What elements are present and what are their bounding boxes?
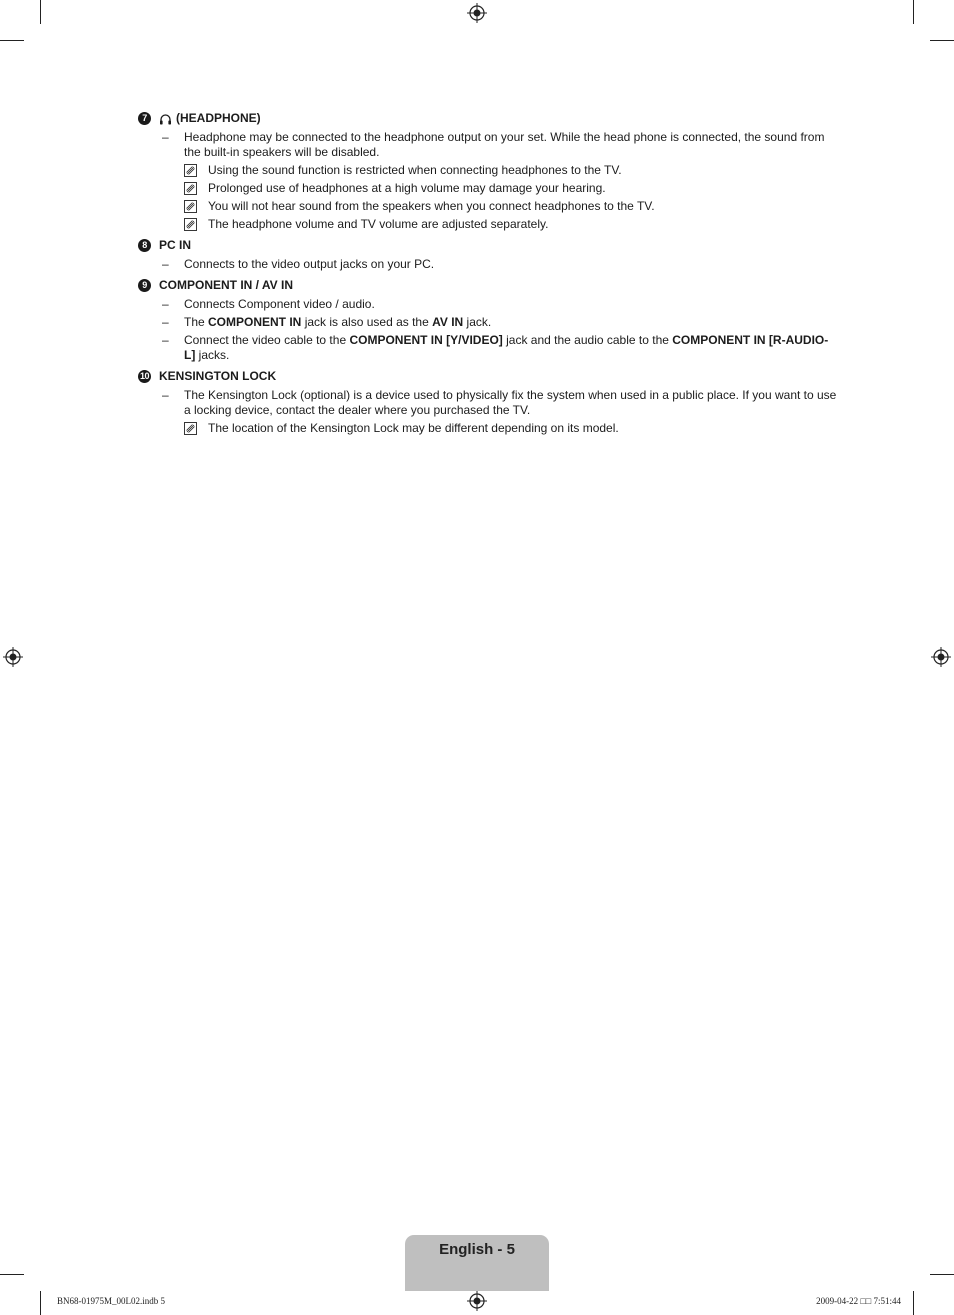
section-title: COMPONENT IN / AV IN	[159, 278, 294, 292]
crop-mark-top-left-v	[40, 0, 41, 24]
note-item	[138, 199, 838, 214]
note-icon	[184, 164, 197, 177]
item-text: Prolonged use of headphones at a high volume may damage your hearing.	[208, 181, 606, 195]
crop-mark-bottom-right-h	[930, 1274, 954, 1275]
item-text: Using the sound function is restricted when connecting headphones to the TV.	[208, 163, 622, 177]
item-text: The location of the Kensington Lock may be different depending on its model.	[208, 421, 619, 435]
item-text: The Kensington Lock (optional) is a device used to physically fix the system when used in a public place. If you want to use a locking device, contact the dealer where you purchased the TV.	[184, 388, 837, 417]
section-items	[138, 297, 838, 363]
section-items	[138, 130, 838, 232]
note-item	[138, 421, 838, 436]
crop-mark-bottom-left-v	[40, 1291, 41, 1315]
dash-bullet: –	[162, 130, 169, 144]
item-text: jacks.	[195, 348, 230, 362]
item-text: jack is also used as the	[301, 315, 433, 329]
crop-mark-bottom-left-h	[0, 1274, 24, 1275]
item-text: You will not hear sound from the speakers when you connect headphones to the TV.	[208, 199, 655, 213]
note-item	[138, 163, 838, 178]
bullet-item	[138, 257, 838, 272]
bullet-item	[138, 130, 838, 160]
item-text: Connects Component video / audio.	[184, 297, 375, 311]
note-icon	[184, 422, 197, 435]
bullet-item	[138, 333, 838, 363]
section-pc-in	[138, 237, 838, 272]
section-kensington-lock	[138, 368, 838, 436]
item-text: The headphone volume and TV volume are adjusted separately.	[208, 217, 549, 231]
bold-term: COMPONENT IN	[208, 315, 302, 329]
bold-term: COMPONENT IN [R-AUDIO-L]	[184, 333, 829, 362]
bullet-item	[138, 297, 838, 312]
section-items	[138, 257, 838, 272]
crop-mark-top-right-v	[913, 0, 914, 24]
registration-mark-icon	[3, 647, 23, 667]
dash-bullet: –	[162, 297, 169, 311]
item-text: The	[184, 315, 209, 329]
section-heading	[138, 237, 838, 254]
bold-term: AV IN	[432, 315, 464, 329]
section-heading	[138, 277, 838, 294]
note-item	[138, 217, 838, 232]
crop-mark-bottom-right-v	[913, 1291, 914, 1315]
section-number-badge: 7	[138, 112, 151, 125]
print-slug-left: BN68-01975M_00L02.indb 5	[57, 1296, 165, 1306]
dash-bullet: –	[162, 315, 169, 329]
section-title: (HEADPHONE)	[176, 111, 261, 125]
document-body	[138, 110, 838, 436]
section-items	[138, 388, 838, 436]
dash-bullet: –	[162, 333, 169, 347]
item-text: Connect the video cable to the	[184, 333, 350, 347]
dash-bullet: –	[162, 388, 169, 402]
section-heading	[138, 368, 838, 385]
item-text: jack.	[463, 315, 492, 329]
page-number-label: English - 5	[439, 1241, 515, 1258]
bullet-item	[138, 315, 838, 330]
crop-mark-top-right-h	[930, 40, 954, 41]
section-component-in	[138, 277, 838, 363]
item-text: Connects to the video output jacks on your PC.	[184, 257, 435, 271]
section-heading	[138, 110, 838, 127]
registration-mark-icon	[467, 1291, 487, 1311]
crop-mark-top-left-h	[0, 40, 24, 41]
section-number-badge: 10	[139, 371, 149, 381]
bullet-item	[138, 388, 838, 418]
note-icon	[184, 218, 197, 231]
item-text: Headphone may be connected to the headphone output on your set. While the head phone is connected, the sound from the built-in speakers will be disabled.	[184, 130, 825, 159]
registration-mark-icon	[467, 3, 487, 23]
print-slug-right: 2009-04-22 □□ 7:51:44	[816, 1296, 901, 1306]
dash-bullet: –	[162, 257, 169, 271]
section-number-badge: 8	[138, 239, 151, 252]
item-text: jack and the audio cable to the	[502, 333, 673, 347]
registration-mark-icon	[931, 647, 951, 667]
section-headphone	[138, 110, 838, 232]
section-number-badge: 9	[138, 279, 151, 292]
bold-term: COMPONENT IN [Y/VIDEO]	[349, 333, 503, 347]
section-title: KENSINGTON LOCK	[159, 369, 277, 383]
note-item	[138, 181, 838, 196]
note-icon	[184, 200, 197, 213]
note-icon	[184, 182, 197, 195]
headphone-icon	[159, 113, 172, 125]
section-title: PC IN	[159, 238, 192, 252]
